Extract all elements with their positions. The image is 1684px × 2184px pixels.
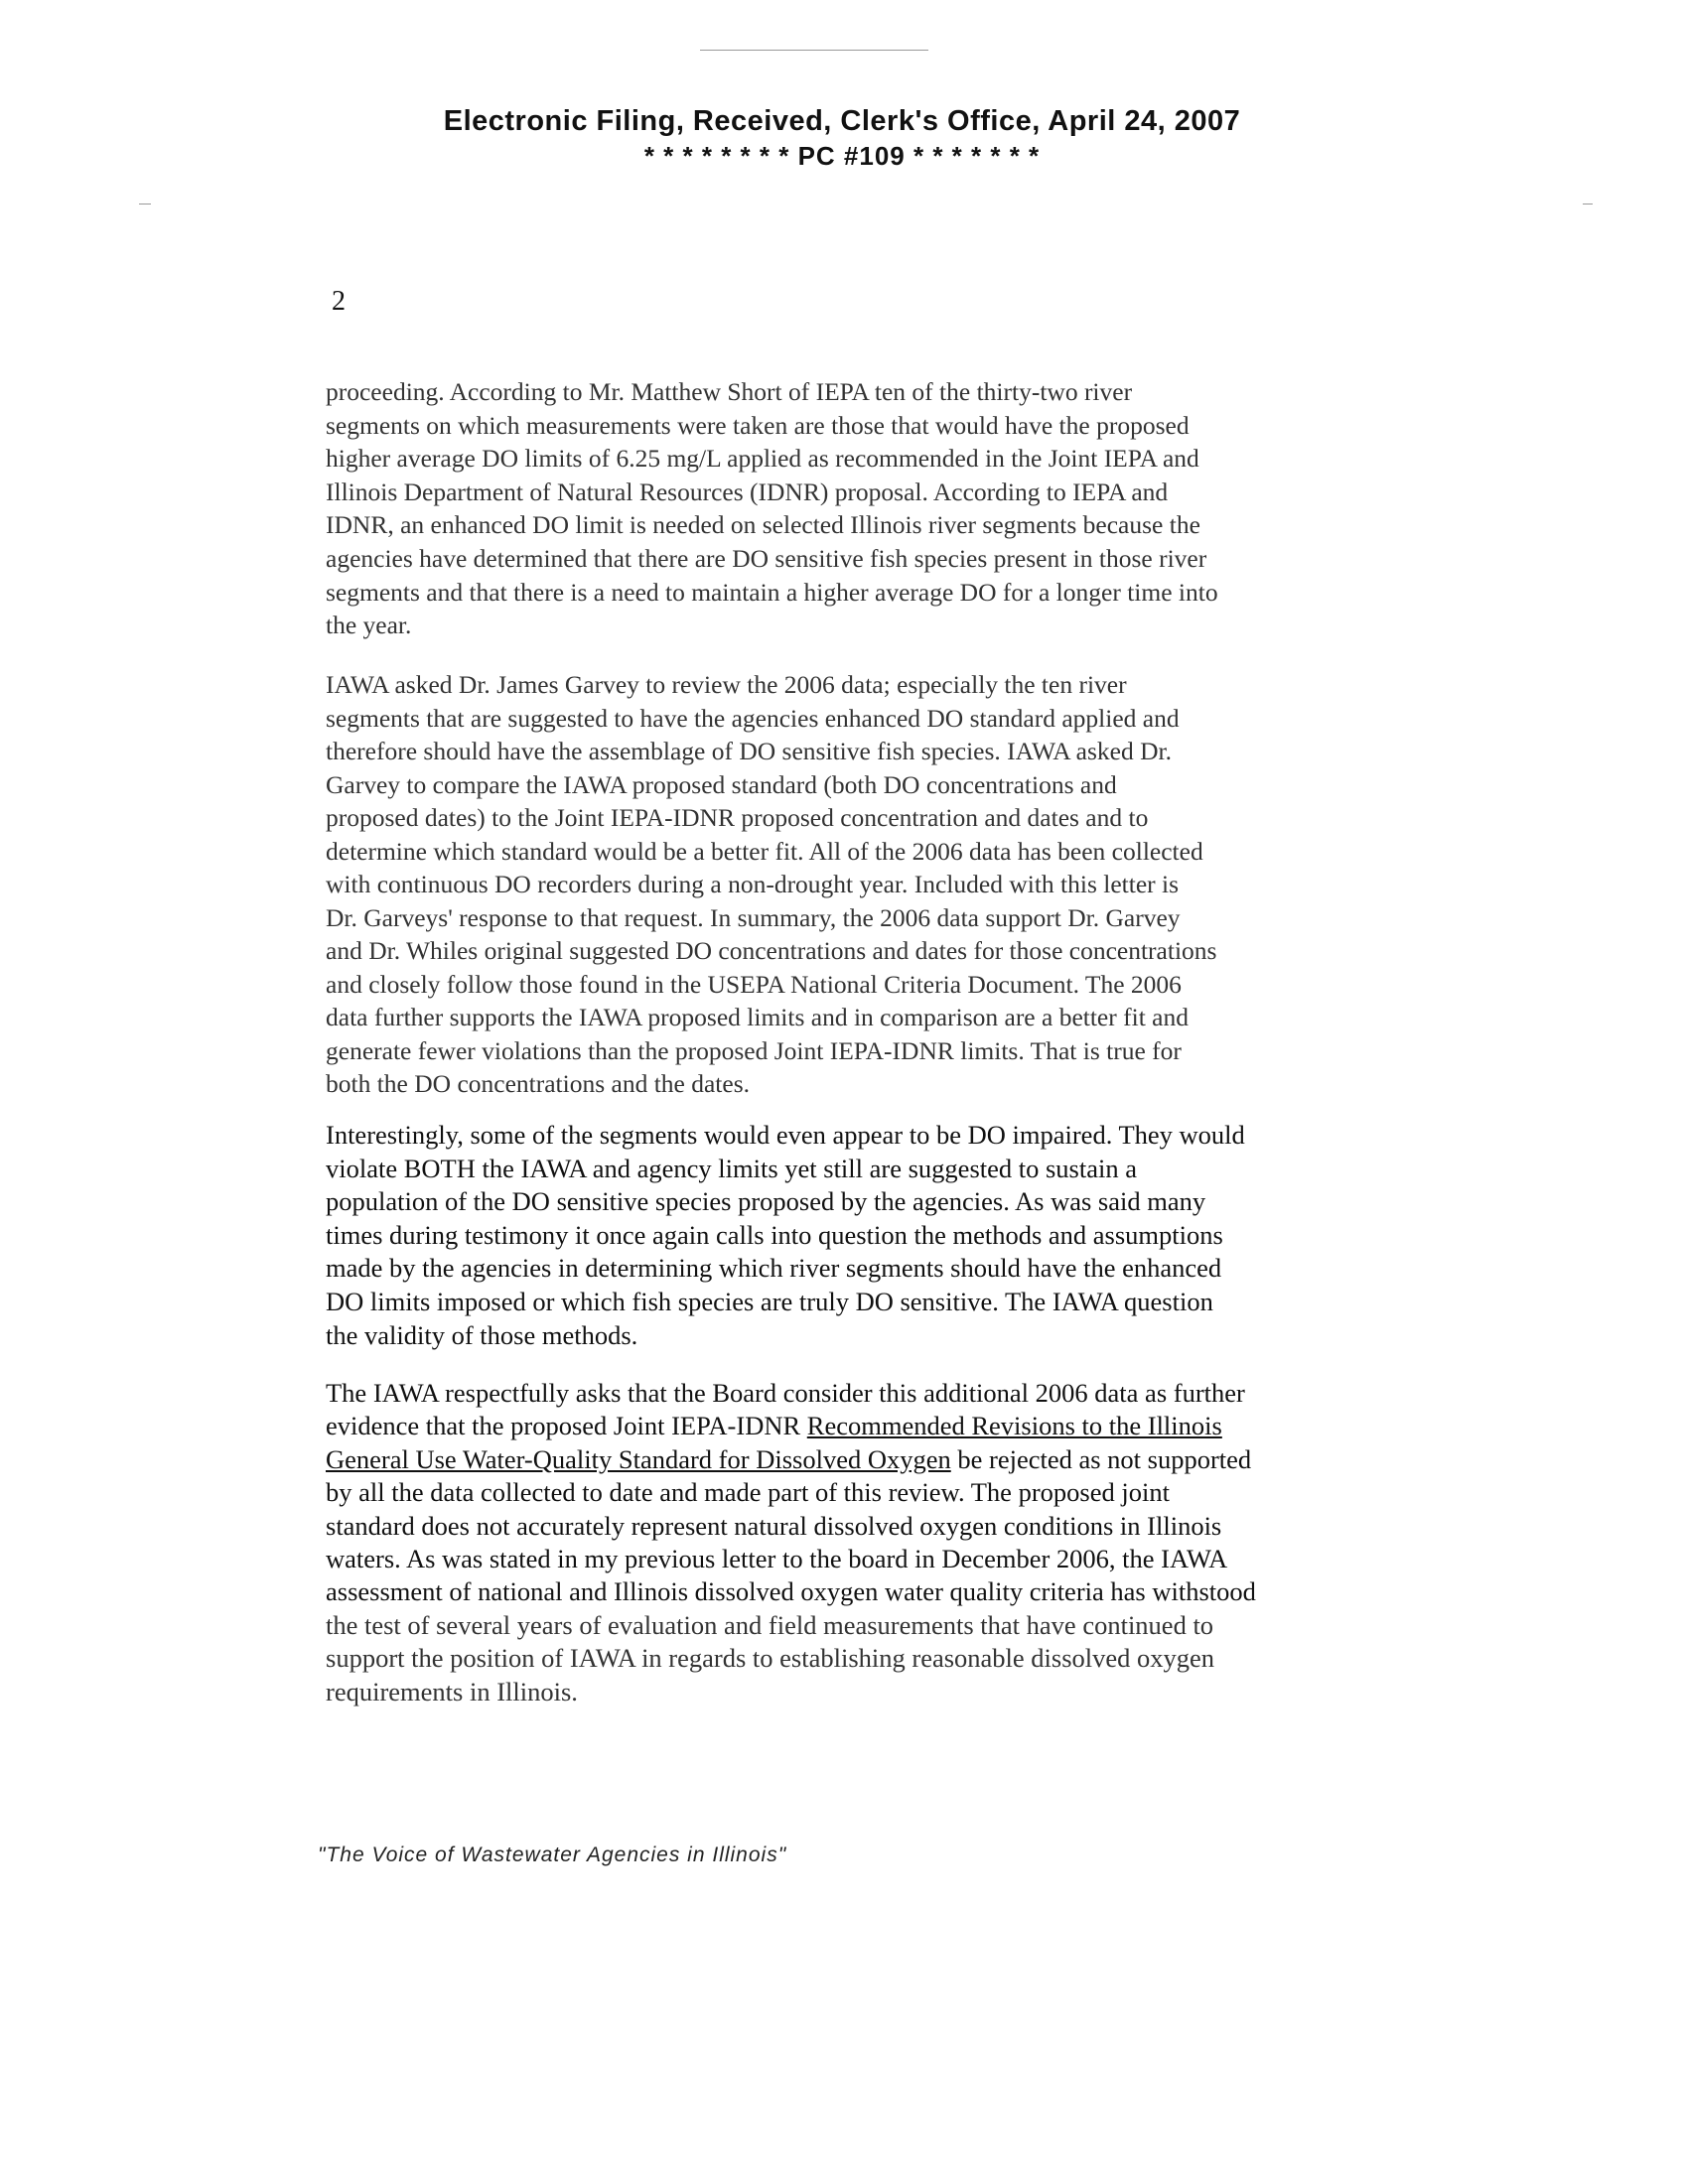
- text-line: by all the data collected to date and made part of this review. The proposed joint: [326, 1477, 1170, 1508]
- scan-artifact-right: [1583, 204, 1593, 205]
- text-line: proposed dates) to the Joint IEPA-IDNR proposed concentration and dates and to: [326, 803, 1149, 832]
- text-line: the year.: [326, 611, 412, 640]
- footer-tagline: "The Voice of Wastewater Agencies in Illinois": [318, 1843, 787, 1866]
- text-line: generate fewer violations than the proposed Joint IEPA-IDNR limits. That is true for: [326, 1035, 1182, 1065]
- text-line: The IAWA respectfully asks that the Board consider this additional 2006 data as further: [326, 1378, 1245, 1408]
- text-line: assessment of national and Illinois dissolved oxygen water quality criteria has withstood: [326, 1576, 1256, 1607]
- text-line: both the DO concentrations and the dates.: [326, 1069, 751, 1098]
- text-line: proceeding. According to Mr. Matthew Short of IEPA ten of the thirty-two river: [326, 377, 1133, 406]
- document-title-underlined: General Use Water-Quality Standard for Dissolved Oxygen: [326, 1443, 951, 1474]
- scan-artifact-left: [139, 204, 151, 205]
- document-title-underlined: Recommended Revisions to the Illinois: [806, 1411, 1222, 1441]
- filing-stamp-title: Electronic Filing, Received, Clerk's Office, April 24, 2007: [443, 105, 1241, 137]
- text-line: with continuous DO recorders during a non-drought year. Included with this letter is: [326, 870, 1180, 898]
- text-line: Garvey to compare the IAWA proposed standard (both DO concentrations and: [326, 769, 1117, 799]
- text-line: population of the DO sensitive species proposed by the agencies. As was said many: [326, 1186, 1206, 1217]
- text-line: violate BOTH the IAWA and agency limits yet still are suggested to sustain a: [326, 1153, 1137, 1183]
- text-line: Interestingly, some of the segments would even appear to be DO impaired. They would: [326, 1120, 1245, 1150]
- text-segment: evidence that the proposed Joint IEPA-IDNR: [326, 1411, 807, 1441]
- text-line: agencies have determined that there are DO sensitive fish species present in those river: [326, 543, 1207, 573]
- text-line: support the position of IAWA in regards to establishing reasonable dissolved oxygen: [326, 1643, 1215, 1674]
- text-line: and Dr. Whiles original suggested DO concentrations and dates for those concentrations: [326, 936, 1217, 965]
- text-line: Illinois Department of Natural Resources (IDNR) proposal. According to IEPA and: [326, 477, 1169, 506]
- text-line: data further supports the IAWA proposed limits and in comparison are a better fit and: [326, 1003, 1189, 1031]
- text-line: the test of several years of evaluation and field measurements that have continued to: [326, 1609, 1214, 1640]
- paragraph-proceeding: [326, 375, 1403, 642]
- text-line: determine which standard would be a better fit. All of the 2006 data has been collected: [326, 836, 1203, 866]
- text-line: IAWA asked Dr. James Garvey to review the 2006 data; especially the ten river: [326, 670, 1127, 699]
- filing-stamp-pc-number: * * * * * * * * PC #109 * * * * * * *: [643, 141, 1041, 171]
- text-line: DO limits imposed or which fish species are truly DO sensitive. The IAWA question: [326, 1286, 1213, 1316]
- text-line: times during testimony it once again calls into question the methods and assumptions: [326, 1219, 1223, 1250]
- text-line: [326, 1410, 1403, 1442]
- text-line: therefore should have the assemblage of DO sensitive fish species. IAWA asked Dr.: [326, 737, 1172, 765]
- paragraph-garvey-review: [326, 668, 1403, 1101]
- text-line: higher average DO limits of 6.25 mg/L applied as recommended in the Joint IEPA and: [326, 444, 1199, 474]
- text-line: segments and that there is a need to maintain a higher average DO for a longer time into: [326, 577, 1218, 607]
- text-line: requirements in Illinois.: [326, 1676, 578, 1706]
- scan-artifact-top: [700, 50, 928, 51]
- text-line: made by the agencies in determining which river segments should have the enhanced: [326, 1253, 1222, 1284]
- text-line: and closely follow those found in the USEPA National Criteria Document. The 2006: [326, 969, 1182, 999]
- page-number: 2: [332, 286, 346, 317]
- text-line: segments that are suggested to have the agencies enhanced DO standard applied and: [326, 703, 1180, 733]
- paragraph-impaired-segments: [326, 1119, 1403, 1352]
- paragraph-board-request: [326, 1377, 1403, 1708]
- text-line: waters. As was stated in my previous letter to the board in December 2006, the IAWA: [326, 1544, 1228, 1574]
- text-line: IDNR, an enhanced DO limit is needed on selected Illinois river segments because the: [326, 510, 1200, 540]
- text-segment: be rejected as not supported: [950, 1443, 1252, 1474]
- text-line: segments on which measurements were taken are those that would have the proposed: [326, 410, 1190, 440]
- text-line: standard does not accurately represent natural dissolved oxygen conditions in Illinois: [326, 1510, 1222, 1541]
- text-line: Dr. Garveys' response to that request. In summary, the 2006 data support Dr. Garvey: [326, 902, 1181, 932]
- text-line: the validity of those methods.: [326, 1319, 638, 1350]
- text-line: [326, 1443, 1403, 1476]
